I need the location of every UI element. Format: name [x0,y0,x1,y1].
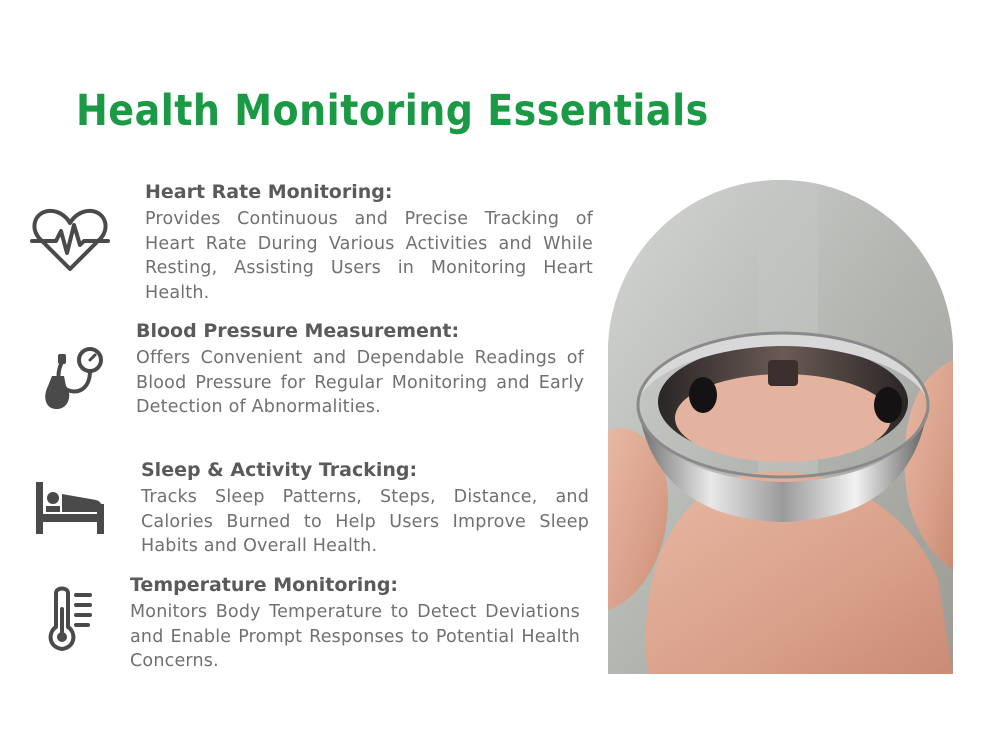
feature-heading: Blood Pressure Measurement: [136,320,460,342]
feature-heading: Heart Rate Monitoring: [145,181,393,203]
blood-pressure-icon [38,346,104,416]
feature-description: Monitors Body Temperature to Detect Deviations and Enable Prompt Responses to Potential Health Concerns. [130,602,580,671]
feature-heading: Temperature Monitoring: [130,574,399,596]
thermometer-icon [44,585,100,657]
smart-ring-photo [608,180,953,674]
feature-description: Offers Convenient and Dependable Readings of Blood Pressure for Regular Monitoring and Early Detection of Abnormalities. [136,348,584,417]
heart-rate-icon [30,207,110,277]
feature-description: Tracks Sleep Patterns, Steps, Distance, and Calories Burned to Help Users Improve Sleep Habits and Overall Health. [141,487,589,556]
page-title: Health Monitoring Essentials [76,86,709,136]
feature-description: Provides Continuous and Precise Tracking of Heart Rate During Various Activities and While Resting, Assisting Users in Monitoring Heart Health. [145,209,593,303]
sleep-bed-icon [34,480,106,540]
feature-heading: Sleep & Activity Tracking: [141,459,418,481]
